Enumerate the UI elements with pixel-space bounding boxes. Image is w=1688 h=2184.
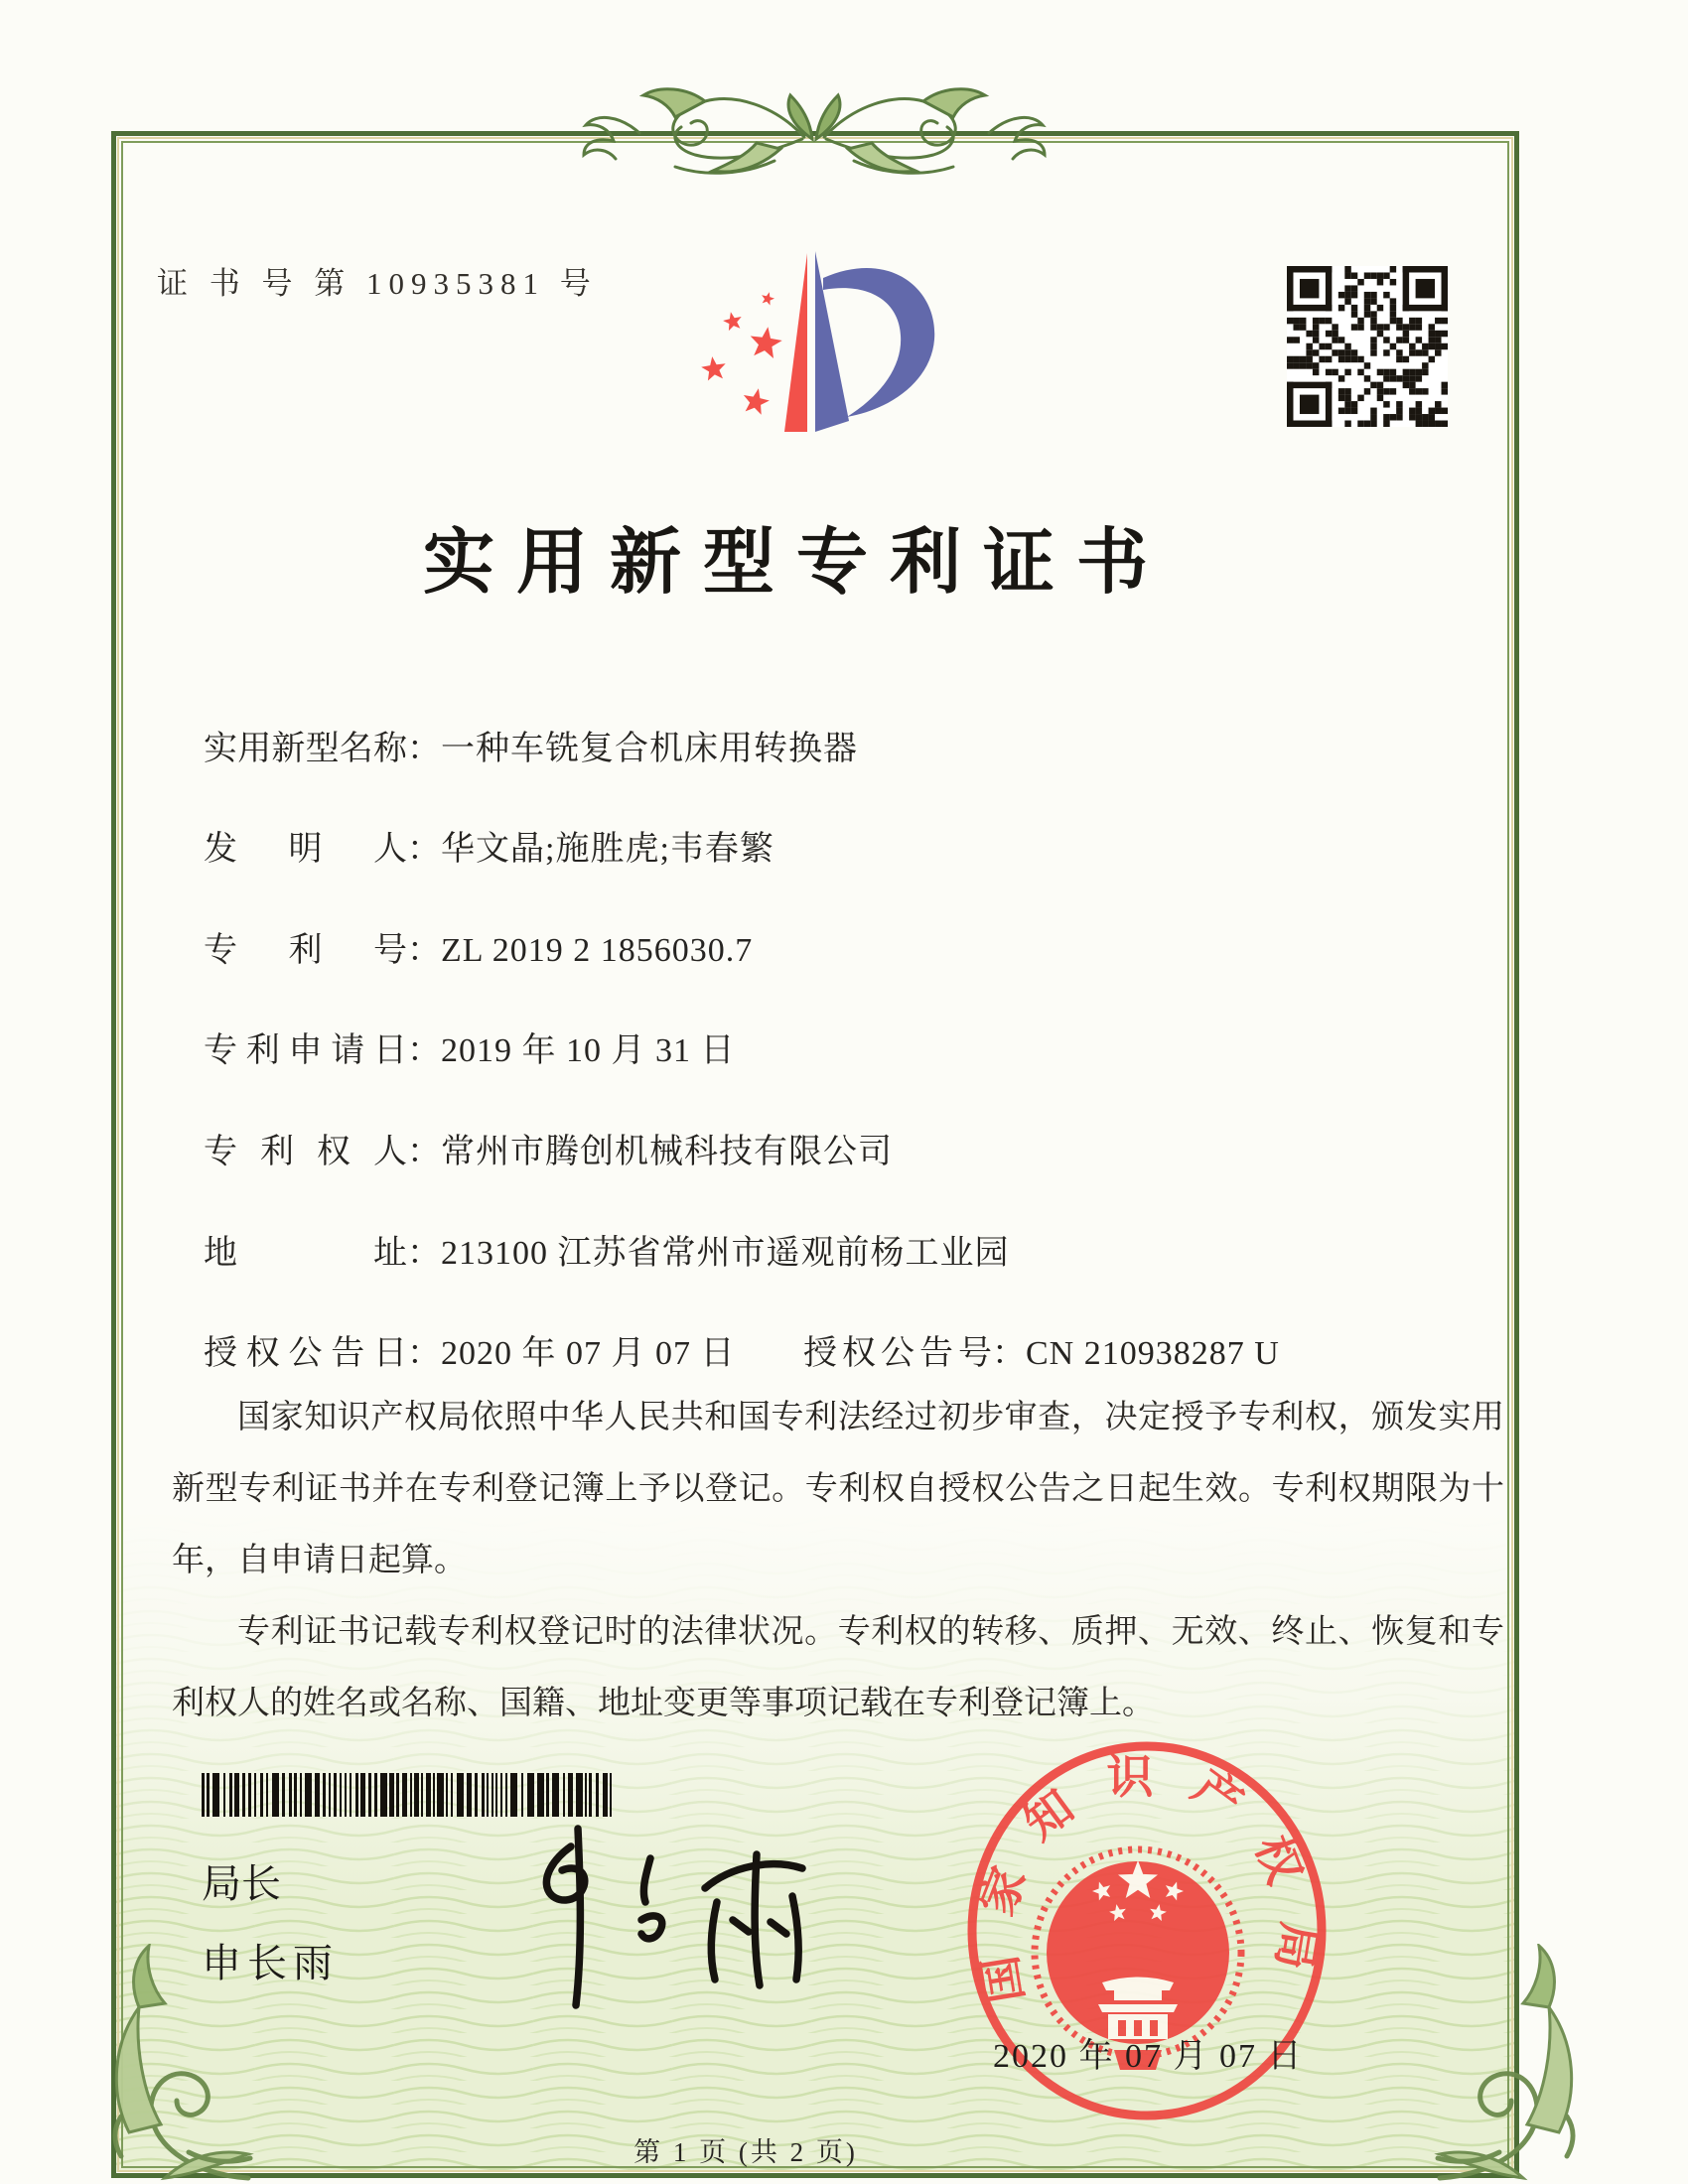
- field-value: 常州市腾创机械科技有限公司: [441, 1134, 893, 1170]
- signer-block: [202, 1864, 339, 1983]
- field-label: 授权公告号: [803, 1335, 992, 1372]
- field-label: 实用新型名称: [204, 731, 407, 767]
- logo-stars: [701, 292, 782, 415]
- field-grant-announcement-number: [803, 1325, 1280, 1374]
- field-value: 一种车铣复合机床用转换器: [441, 731, 858, 767]
- top-flourish-ornament: [556, 83, 1072, 187]
- certificate-number: 证 书 号 第 10935381 号: [157, 266, 598, 301]
- field-colon: ：: [407, 932, 441, 969]
- field-label: 授权公告日: [204, 1335, 407, 1372]
- field-row-filing-date: [204, 1023, 1506, 1070]
- field-value: ZL 2019 2 1856030.7: [441, 932, 754, 969]
- signer-title: 局长: [202, 1862, 281, 1906]
- seal-agency-text: 国家知识产权局: [969, 1751, 1325, 2007]
- field-row-grant-date: [204, 1325, 1506, 1373]
- field-value: 213100 江苏省常州市遥观前杨工业园: [441, 1235, 1010, 1272]
- field-colon: ：: [407, 1335, 441, 1372]
- field-row-patent-number: [204, 922, 1506, 970]
- field-label: 专利权人: [204, 1134, 407, 1170]
- field-value: CN 210938287 U: [1026, 1335, 1280, 1372]
- qr-code-icon: [1287, 266, 1448, 427]
- barcode-icon: [202, 1773, 617, 1817]
- legal-text: [172, 1382, 1504, 1739]
- field-label: 地址: [204, 1235, 407, 1272]
- field-label: 专利号: [204, 932, 407, 969]
- field-value: 华文晶;施胜虎;韦春繁: [441, 831, 774, 868]
- field-label: 发明人: [204, 831, 407, 868]
- field-colon: ：: [407, 1134, 441, 1170]
- field-value: 2019 年 10 月 31 日: [441, 1032, 736, 1069]
- field-row-patentee: [204, 1124, 1506, 1171]
- signer-name: 申长雨: [202, 1942, 339, 1985]
- certificate-title: 实用新型专利证书: [422, 523, 1170, 603]
- field-colon: ：: [407, 1235, 441, 1272]
- field-colon: ：: [992, 1335, 1026, 1372]
- field-row-name: [204, 721, 1506, 768]
- field-row-address: [204, 1225, 1506, 1273]
- cnipa-logo-icon: [690, 246, 936, 437]
- field-row-inventors: [204, 821, 1506, 869]
- field-colon: ：: [407, 731, 441, 767]
- legal-paragraph-1: 国家知识产权局依照中华人民共和国专利法经过初步审查，决定授予专利权，颁发实用新型专利证书并在专利登记簿上予以登记。专利权自授权公告之日起生效。专利权期限为十年，自申请日起算。: [172, 1400, 1504, 1578]
- field-colon: ：: [407, 831, 441, 868]
- handwritten-signature-icon: [467, 1823, 844, 2029]
- legal-paragraph-2: 专利证书记载专利权登记时的法律状况。专利权的转移、质押、无效、终止、恢复和专利权人的姓名或名称、国籍、地址变更等事项记载在专利登记簿上。: [172, 1614, 1504, 1721]
- field-label: 专利申请日: [204, 1032, 407, 1069]
- field-value: 2020 年 07 月 07 日: [441, 1335, 736, 1372]
- seal-date: 2020 年 07 月 07 日: [993, 2038, 1304, 2075]
- page-indicator: 第 1 页 (共 2 页): [633, 2137, 858, 2167]
- field-colon: ：: [407, 1032, 441, 1069]
- logo-red-wedge: [784, 253, 807, 432]
